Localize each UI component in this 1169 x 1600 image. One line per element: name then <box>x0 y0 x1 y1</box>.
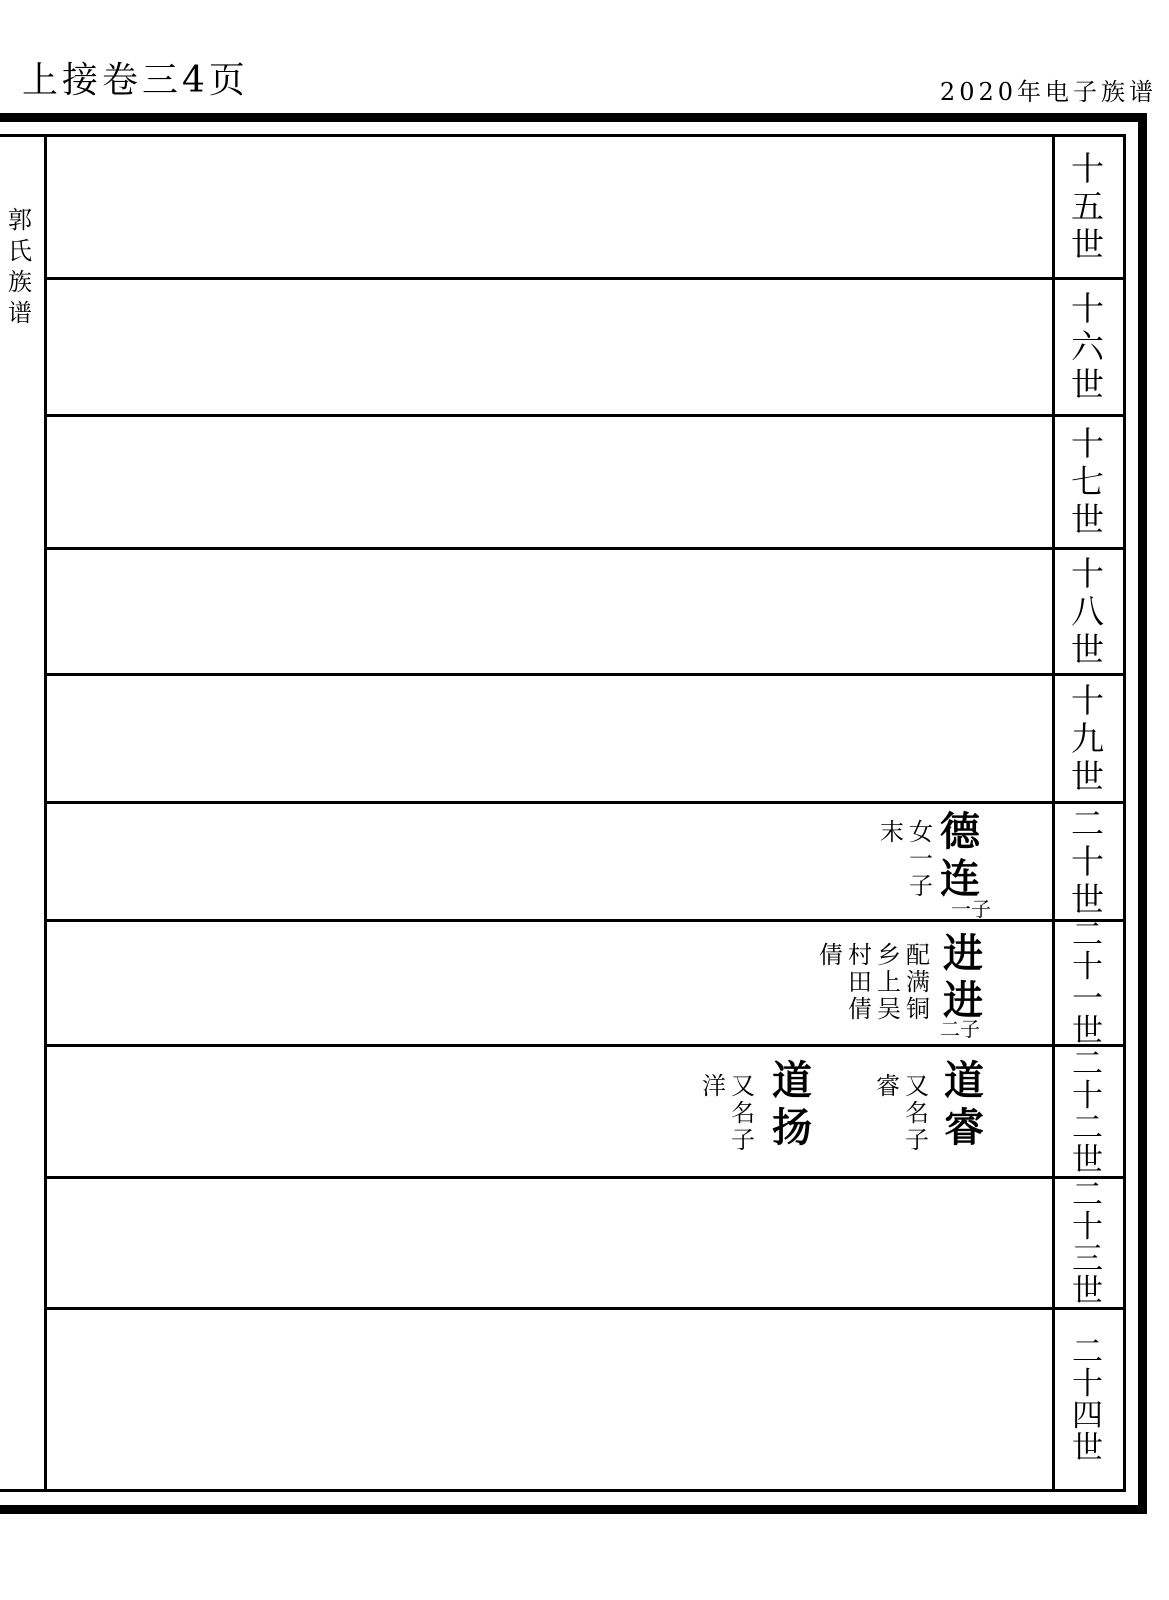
generation-label: 十 五 世 <box>1071 149 1104 264</box>
member-name-daoyang: 道 扬 <box>772 1057 812 1151</box>
generation-label: 十 八 世 <box>1071 553 1104 669</box>
generation-label: 二 十 四 世 <box>1072 1333 1103 1466</box>
generation-row <box>47 1310 1123 1489</box>
member-note-col: 又 名 子 <box>731 1072 755 1154</box>
member-note-col: 乡 上 吴 <box>877 941 901 1023</box>
member-name-delian: 德 连 <box>940 808 980 902</box>
generation-label: 二 十 二 世 <box>1072 1045 1103 1178</box>
inner-right-border <box>1123 134 1126 1492</box>
member-note-col: 睿 <box>876 1072 900 1100</box>
member-note-col: 配 满 铜 <box>906 941 930 1023</box>
generation-row <box>47 137 1123 280</box>
generation-row <box>47 1047 1123 1179</box>
generation-row <box>47 1179 1123 1310</box>
frame-top-border <box>0 113 1147 122</box>
generation-row <box>47 417 1123 550</box>
generation-row <box>47 917 1123 1049</box>
member-note-col: 倩 <box>819 941 843 969</box>
member-note-col: 洋 <box>702 1072 726 1100</box>
generation-label: 二 十 一 世 <box>1072 917 1103 1049</box>
generation-row <box>47 804 1123 922</box>
member-note-col: 末 <box>880 818 904 846</box>
book-title-vertical <box>0 205 40 329</box>
generation-row <box>47 550 1123 676</box>
edition-label: 2020年电子族谱 <box>939 78 1157 106</box>
generation-label: 十 九 世 <box>1071 680 1104 796</box>
member-name-daorui: 道 睿 <box>944 1057 984 1151</box>
frame-bottom-border <box>0 1505 1147 1514</box>
inner-bottom-border <box>0 1489 1126 1492</box>
continued-from-label: 上接卷三4页 <box>22 60 249 101</box>
birth-order-delian: 一 子 <box>951 897 991 921</box>
book-title-char: 郭 <box>8 206 32 234</box>
book-title-char: 谱 <box>8 299 32 327</box>
generation-row <box>47 280 1123 417</box>
birth-order-jinjin: 二 子 <box>940 1017 980 1041</box>
member-note-col: 村 田 倩 <box>848 941 872 1023</box>
book-title-char: 族 <box>8 268 32 296</box>
book-title-char: 氏 <box>8 237 32 265</box>
member-note-col: 又 名 子 <box>905 1072 929 1154</box>
member-note-col: 女 一 子 <box>909 818 933 900</box>
member-name-jinjin: 进 进 <box>943 930 983 1024</box>
generation-row <box>47 676 1123 804</box>
generation-label: 十 六 世 <box>1071 289 1104 404</box>
generation-label: 二 十 世 <box>1071 803 1104 919</box>
generation-label: 二 十 三 世 <box>1072 1177 1103 1309</box>
generation-label: 十 七 世 <box>1071 424 1104 539</box>
frame-right-border <box>1138 113 1147 1514</box>
